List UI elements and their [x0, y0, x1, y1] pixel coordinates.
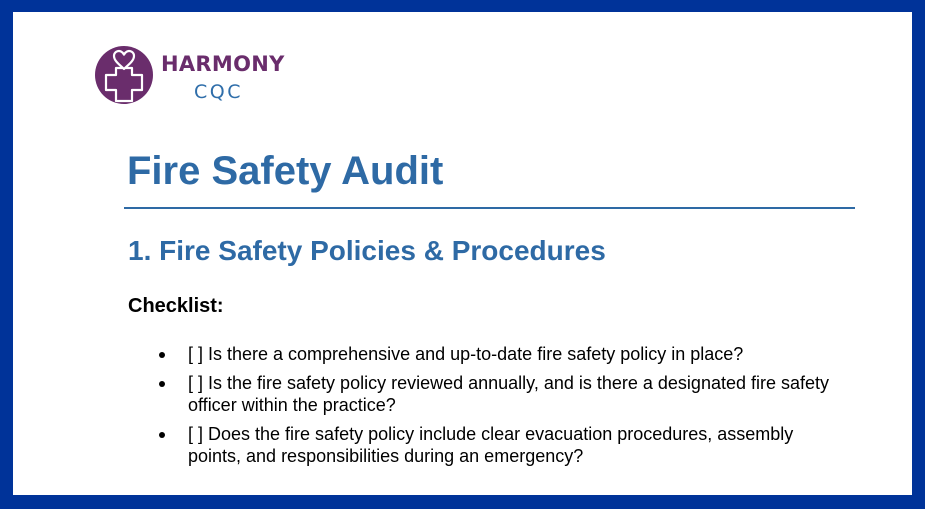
harmony-cqc-logo — [94, 45, 294, 109]
checklist-item — [153, 423, 833, 467]
checklist-item — [153, 343, 833, 365]
title-divider — [124, 207, 855, 209]
checklist-item-text: [ ] Does the fire safety policy include clear evacuation procedures, assembly points, and responsibilities during an emergency? — [188, 424, 794, 466]
checklist-label: Checklist: — [128, 295, 224, 317]
bullet-icon — [159, 381, 165, 387]
logo-name-top: HARMONY — [161, 52, 285, 76]
checklist-item — [153, 372, 833, 416]
document-page — [13, 12, 912, 495]
bullet-icon — [159, 352, 165, 358]
bullet-icon — [159, 432, 165, 438]
checklist-item-text: [ ] Is there a comprehensive and up-to-date fire safety policy in place? — [188, 344, 744, 364]
heart-cross-logo-icon — [94, 45, 154, 105]
logo-name-bottom: CQC — [194, 81, 243, 103]
checklist — [153, 343, 833, 474]
checklist-item-text: [ ] Is the fire safety policy reviewed annually, and is there a designated fire safety officer within the practice? — [188, 373, 830, 415]
page-title: Fire Safety Audit — [127, 149, 444, 193]
section-heading: 1. Fire Safety Policies & Procedures — [128, 235, 606, 266]
